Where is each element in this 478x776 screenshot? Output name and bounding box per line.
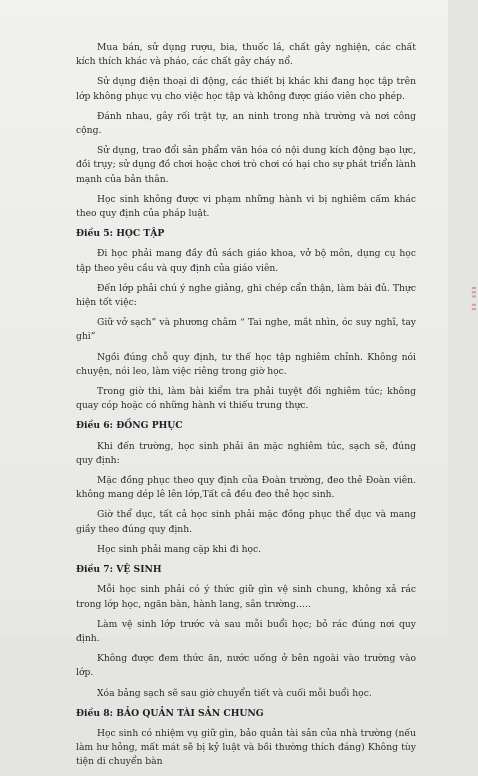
paragraph: Học sinh không được vi phạm những hành vi bị nghiêm cấm khác theo quy định của pháp luật. [76,193,416,220]
paragraph: Xóa bảng sạch sẽ sau giờ chuyển tiết và cuối mỗi buổi học. [97,687,372,699]
paragraph: Làm vệ sinh lớp trước và sau mỗi buổi học; bỏ rác đúng nơi quy định. [76,618,416,644]
paragraph: Đi học phải mang đầy đủ sách giáo khoa, vở bộ môn, dụng cụ học tập theo yêu cầu và quy định của giáo viên. [76,248,416,274]
section-heading: Điều 6: ĐỒNG PHỤC [76,420,183,432]
paragraph: Mặc đồng phục theo quy định của Đoàn trường, đeo thẻ Đoàn viên. không mang dép lê lên lớp,Tất cả đều đeo thẻ học sinh. [76,475,416,501]
paragraph: Không được đem thức ăn, nước uống ở bên ngoài vào trường vào lớp. [76,653,416,679]
paragraph: Học sinh phải mang cặp khi đi học. [97,543,262,555]
paragraph: Ngồi đúng chỗ quy định, tư thế học tập nghiêm chỉnh. Không nói chuyện, nói leo, làm việc riêng trong giờ học. [76,351,416,377]
paragraph: Giờ thể dục, tất cả học sinh phải mặc đồng phục thể dục và mang giầy theo đúng quy định. [76,509,416,535]
stamp-mark: ▮▮▮ ▮▮ [470,286,478,312]
paragraph: Khi đến trường, học sinh phải ăn mặc nghiêm túc, sạch sẽ, đúng quy định: [76,440,416,466]
paragraph: Học sinh có nhiệm vụ giữ gìn, bảo quản tài sản của nhà trường (nếu làm hư hỏng, mất mát sẽ bị kỷ luật và bồi thường thích đáng) Không tùy tiện di chuyển bàn [76,727,416,768]
document-body [76,41,416,776]
paragraph: Sử dụng điện thoại di động, các thiết bị khác khi đang học tập trên lớp không phục vụ cho việc học tập và không được giáo viên cho phép. [76,76,416,102]
paragraph: Đến lớp phải chú ý nghe giảng, ghi chép cẩn thận, làm bài đủ. Thực hiện tốt việc: [76,282,416,309]
paragraph: Giữ vở sạch” và phương châm “ Tai nghe, mắt nhìn, óc suy nghĩ, tay ghi” [76,317,416,343]
section-heading: Điều 7: VỆ SINH [76,564,162,576]
paragraph: Mỗi học sinh phải có ý thức giữ gìn vệ sinh chung, không xả rác trong lớp học, ngăn bàn, hành lang, sân trường….. [76,584,416,610]
paragraph: Mua bán, sử dụng rượu, bia, thuốc lá, chất gây nghiện, các chất kích thích khác và pháo, các chất gây cháy nổ. [76,42,416,68]
paragraph: Đánh nhau, gây rối trật tự, an ninh trong nhà trường và nơi công cộng. [76,110,416,137]
paragraph: Sử dụng, trao đổi sản phẩm văn hóa có nội dung kích động bạo lực, đồi trụy; sử dụng đồ chơi hoặc chơi trò chơi có hại cho sự phát triển lành mạnh của bản thân. [76,145,416,185]
section-heading: Điều 5: HỌC TẬP [76,228,165,240]
section-heading: Điều 8: BẢO QUẢN TÀI SẢN CHUNG [76,707,264,719]
paragraph: Trong giờ thi, làm bài kiểm tra phải tuyệt đối nghiêm túc; không quay cóp hoặc có những hành vi thiếu trung thực. [76,386,416,412]
